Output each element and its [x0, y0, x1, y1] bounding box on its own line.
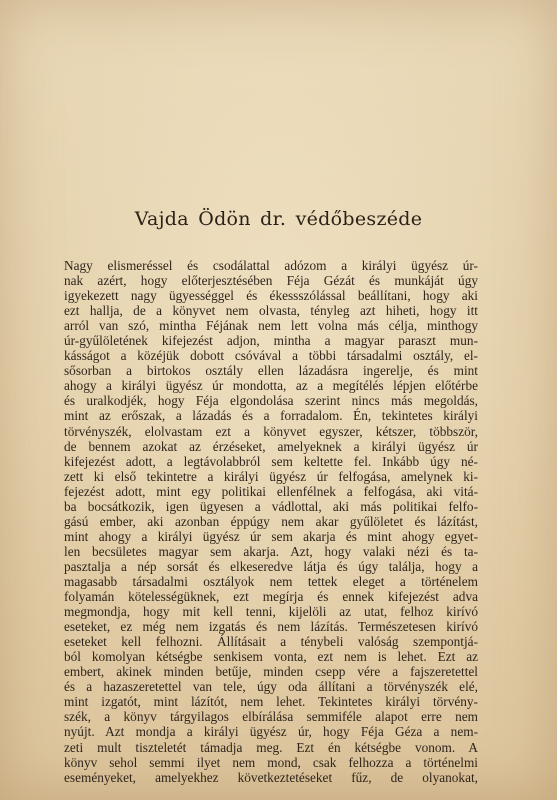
body-text	[64, 258, 478, 785]
text-line: sősorban a birtokos osztály ellen lázadásra ingerelje, és mint	[64, 363, 478, 379]
text-line: magasabb társadalmi osztályok nem tettek eleget a történelem	[64, 573, 478, 589]
text-line: törvényszék, elolvastam ezt a könyvet egyszer, kétszer, többször,	[64, 423, 478, 439]
text-line: mint ahogy a királyi ügyész úr sem akarja és mint ahogy egyet-	[64, 528, 478, 544]
page-title: Vajda Ödön dr. védőbeszéde	[134, 208, 423, 230]
text-line: ezt hallja, de a könyvet nem olvasta, tényleg azt hiheti, hogy itt	[64, 303, 478, 319]
text-line: len becsületes magyar sem akarja. Azt, hogy valaki nézi és ta-	[64, 543, 478, 559]
text-line: eseményeket, amelyekhez következtetéseket fűz, de olyanokat,	[64, 769, 478, 785]
text-line: kifejezést adott, a legtávolabbról sem keltette fel. Inkább úgy né-	[64, 453, 478, 469]
text-line: Nagy elismeréssel és csodálattal adózom a királyi ügyész úr-	[64, 258, 478, 273]
text-line: megmondja, hogy mit kell tenni, kijelöli az utat, felhoz kirívó	[64, 604, 478, 620]
text-line: úr-gyűlöletének kifejezést adjon, mintha a magyar paraszt mun-	[64, 333, 478, 349]
text-line: arról van szó, mintha Féjának nem lett volna más célja, minthogy	[64, 318, 478, 334]
text-line: és uralkodjék, hogy Féja elgondolása szerint nincs más megoldás,	[64, 393, 478, 409]
text-line: kásságot a közéjük dobott csóvával a többi társadalmi osztály, el-	[64, 348, 478, 364]
text-line: igyekezett nagy ügyességgel és ékessszólással beállítani, hogy aki	[64, 288, 478, 304]
text-line: embert, akinek minden betűje, minden csepp vére a fajszeretettel	[64, 664, 478, 680]
text-line: ahogy a királyi ügyész úr mondotta, az a megítélés lépjen előtérbe	[64, 378, 478, 394]
text-line: eseteket kell felhozni. Állításait a ténybeli valóság szempontjá-	[64, 634, 478, 650]
text-line: ból komolyan kétségbe senkisem vonta, ezt nem is lehet. Ezt az	[64, 649, 478, 665]
text-line: eseteket, ez még nem izgatás és nem lázítás. Természetesen kirívó	[64, 619, 478, 635]
text-line: zeti mult tiszteletét támadja meg. Ezt én kétségbe vonom. A	[64, 739, 478, 755]
text-line: nak azért, hogy előterjesztésében Féja Gézát és munkáját úgy	[64, 273, 478, 289]
text-line: mint izgatót, mint lázítót, nem lehet. Tekintetes királyi törvény-	[64, 694, 478, 710]
text-line: ba bocsátkozik, igen ügyesen a vádlottal, aki más politikai felfo-	[64, 498, 478, 514]
text-line: szék, a könyv tárgyilagos elbírálása semmiféle alapot erre nem	[64, 709, 478, 725]
text-line: fejezést adott, mint egy politikai ellenfélnek a felfogása, aki vitá-	[64, 483, 478, 499]
text-line: nyújt. Azt mondja a királyi ügyész úr, hogy Féja Géza a nem-	[64, 724, 478, 740]
text-line: pasztalja a nép sorsát és elkeseredve látja és úgy találja, hogy a	[64, 558, 478, 574]
text-line: folyamán kötelességüknek, ezt megírja és ennek kifejezést adva	[64, 589, 478, 605]
text-line: mint az erőszak, a lázadás és a forradalom. Én, tekintetes királyi	[64, 408, 478, 424]
text-line: gású ember, aki azonban éppúgy nem akar gyűlöletet és lázítást,	[64, 513, 478, 529]
text-line: de bennem azokat az érzéseket, amelyeknek a királyi ügyész úr	[64, 438, 478, 454]
text-line: zett ki első tekintetre a királyi ügyész úr felfogása, amelynek ki-	[64, 468, 478, 484]
text-line: könyv sehol semmi ilyet nem mond, csak felhozza a történelmi	[64, 754, 478, 770]
text-line: és a hazaszeretettel van tele, úgy oda állítani a törvényszék elé,	[64, 679, 478, 695]
